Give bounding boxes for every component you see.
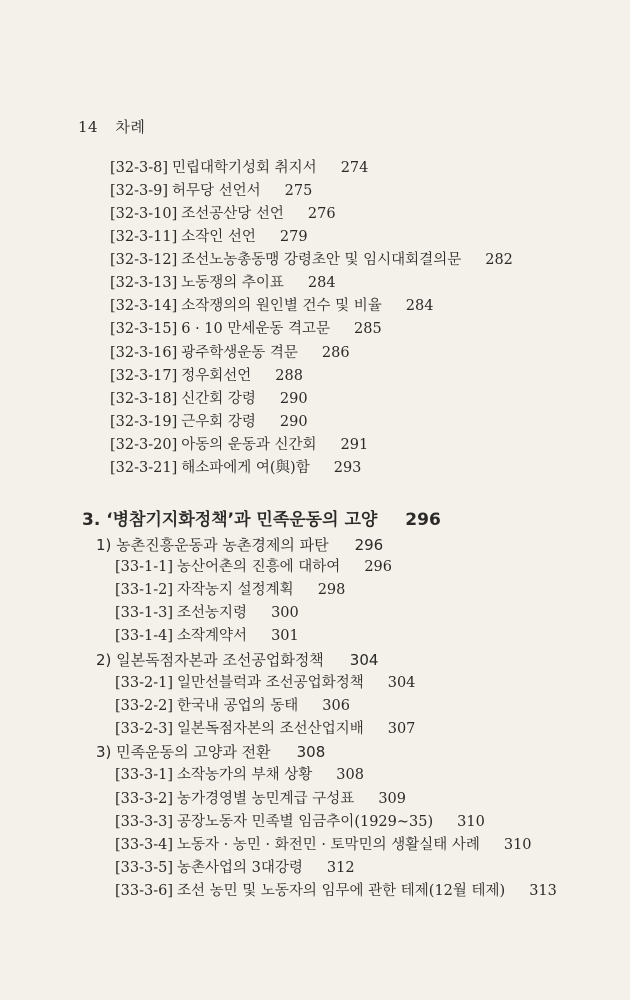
subsection-page: 304 [349, 651, 379, 669]
entry-page: 274 [340, 160, 369, 176]
entry-title: 광주학생운동 격문 [181, 345, 298, 361]
entry-title: 근우회 강령 [181, 414, 256, 430]
entry-code: [33-2-3] [115, 721, 174, 737]
subsection-heading[interactable] [96, 742, 325, 762]
entry-page: 291 [340, 437, 369, 453]
entry-page: 309 [378, 791, 407, 807]
entry-title: 해소파에게 여(與)함 [181, 460, 310, 476]
entry-page: 290 [279, 391, 308, 407]
entry-code: [33-2-2] [115, 698, 174, 714]
entry-title: 소작농가의 부채 상황 [177, 767, 313, 783]
toc-entry[interactable] [110, 273, 336, 293]
entry-title: 민립대학기성회 취지서 [172, 160, 317, 176]
entry-page: 306 [322, 698, 350, 714]
entry-code: [33-3-1] [115, 767, 174, 783]
toc-entry[interactable] [110, 204, 336, 224]
entry-title: 정우회선언 [181, 368, 252, 384]
entry-title: 아동의 운동과 신간회 [181, 437, 317, 453]
toc-entry[interactable] [110, 343, 350, 363]
entry-page: 298 [317, 582, 346, 598]
entry-title: 조선 농민 및 노동자의 임무에 관한 테제(12월 테제) [177, 883, 506, 899]
entry-page: 308 [336, 767, 364, 783]
entry-code: [33-3-2] [115, 791, 174, 807]
toc-entry[interactable] [110, 227, 308, 247]
page-header [78, 116, 145, 137]
toc-entry[interactable] [110, 458, 361, 478]
entry-code: [33-1-3] [115, 605, 174, 621]
entry-title: 공장노동자 민족별 임금추이(1929~35) [177, 814, 434, 830]
entry-page: 310 [457, 814, 485, 830]
toc-entry[interactable] [115, 789, 406, 809]
entry-title: 노동쟁의 추이표 [181, 275, 284, 291]
toc-entry[interactable] [110, 296, 433, 316]
subsection-title: 3) 민족운동의 고양과 전환 [96, 743, 271, 761]
entry-page: 282 [485, 252, 513, 268]
toc-entry[interactable] [110, 250, 513, 270]
toc-entry[interactable] [110, 389, 308, 409]
entry-page: 286 [321, 345, 350, 361]
entry-code: [32-3-11] [110, 229, 178, 245]
entry-title: 신간회 강령 [181, 391, 256, 407]
entry-title: 허무당 선언서 [172, 183, 261, 199]
entry-title: 농촌사업의 3대강령 [177, 860, 303, 876]
entry-page: 312 [326, 860, 355, 876]
toc-entry[interactable] [110, 158, 368, 178]
entry-code: [32-3-14] [110, 298, 178, 314]
entry-page: 285 [354, 321, 382, 337]
toc-entry[interactable] [115, 580, 345, 600]
toc-entry[interactable] [115, 719, 415, 739]
entry-code: [32-3-13] [110, 275, 178, 291]
entry-code: [32-3-8] [110, 160, 169, 176]
entry-page: 307 [387, 721, 416, 737]
entry-page: 284 [307, 275, 336, 291]
entry-title: 농산어촌의 진흥에 대하여 [177, 559, 341, 575]
entry-page: 288 [275, 368, 303, 384]
entry-title: 한국내 공업의 동태 [177, 698, 299, 714]
entry-code: [32-3-20] [110, 437, 178, 453]
section-title: 3. ‘병참기지화정책’과 민족운동의 고양 [82, 510, 378, 530]
entry-page: 310 [503, 837, 532, 853]
entry-code: [32-3-18] [110, 391, 178, 407]
entry-page: 290 [279, 414, 308, 430]
entry-page: 313 [529, 883, 557, 899]
toc-entry[interactable] [115, 696, 350, 716]
toc-entry[interactable] [115, 881, 557, 901]
toc-entry[interactable] [115, 557, 392, 577]
entry-title: 조선공산당 선언 [181, 206, 284, 222]
entry-code: [32-3-21] [110, 460, 178, 476]
entry-code: [32-3-16] [110, 345, 178, 361]
subsection-page: 296 [354, 536, 384, 554]
entry-title: 6 · 10 만세운동 격고문 [181, 321, 331, 337]
entry-title: 조선농지령 [177, 605, 248, 621]
toc-entry[interactable] [110, 366, 303, 386]
toc-entry[interactable] [115, 673, 415, 693]
toc-entry[interactable] [110, 181, 312, 201]
page-header-title: 차례 [115, 118, 146, 136]
entry-page: 301 [271, 628, 299, 644]
entry-code: [33-2-1] [115, 675, 174, 691]
toc-entry[interactable] [115, 835, 532, 855]
toc-entry[interactable] [110, 435, 368, 455]
entry-code: [32-3-10] [110, 206, 178, 222]
entry-page: 293 [333, 460, 362, 476]
entry-code: [33-1-1] [115, 559, 174, 575]
entry-code: [32-3-9] [110, 183, 169, 199]
page-number: 14 [78, 118, 99, 136]
entry-code: [33-1-4] [115, 628, 174, 644]
entry-code: [33-3-6] [115, 883, 174, 899]
entry-page: 276 [307, 206, 336, 222]
entry-title: 자작농지 설정계획 [177, 582, 294, 598]
entry-code: [32-3-19] [110, 414, 178, 430]
entry-page: 304 [387, 675, 416, 691]
entry-code: [33-3-4] [115, 837, 174, 853]
subsection-title: 2) 일본독점자본과 조선공업화정책 [96, 651, 324, 669]
entry-title: 소작계약서 [177, 628, 248, 644]
entry-title: 일본독점자본의 조선산업지배 [177, 721, 364, 737]
entry-page: 275 [284, 183, 313, 199]
entry-code: [33-3-5] [115, 860, 174, 876]
entry-code: [32-3-15] [110, 321, 178, 337]
entry-page: 284 [405, 298, 434, 314]
section-heading[interactable] [82, 508, 441, 532]
toc-entry[interactable] [115, 626, 299, 646]
entry-page: 296 [364, 559, 392, 575]
toc-entry[interactable] [115, 765, 364, 785]
toc-entry[interactable] [110, 412, 308, 432]
subsection-heading[interactable] [96, 535, 383, 555]
subsection-heading[interactable] [96, 650, 378, 670]
entry-title: 소작인 선언 [181, 229, 256, 245]
toc-entry[interactable] [115, 858, 355, 878]
subsection-page: 308 [296, 743, 326, 761]
entry-title: 노동자 · 농민 · 화전민 · 토막민의 생활실태 사례 [177, 837, 480, 853]
entry-title: 조선노농총동맹 강령초안 및 임시대회결의문 [181, 252, 462, 268]
section-page: 296 [405, 510, 441, 530]
entry-page: 279 [279, 229, 308, 245]
entry-code: [32-3-17] [110, 368, 178, 384]
toc-entry[interactable] [115, 603, 299, 623]
entry-code: [32-3-12] [110, 252, 178, 268]
toc-entry[interactable] [115, 812, 485, 832]
entry-code: [33-1-2] [115, 582, 174, 598]
entry-page: 300 [271, 605, 299, 621]
entry-title: 농가경영별 농민계급 구성표 [177, 791, 355, 807]
entry-code: [33-3-3] [115, 814, 174, 830]
subsection-title: 1) 농촌진흥운동과 농촌경제의 파탄 [96, 536, 329, 554]
entry-title: 일만선블럭과 조선공업화정책 [177, 675, 364, 691]
toc-entry[interactable] [110, 319, 382, 339]
entry-title: 소작쟁의의 원인별 건수 및 비율 [181, 298, 382, 314]
